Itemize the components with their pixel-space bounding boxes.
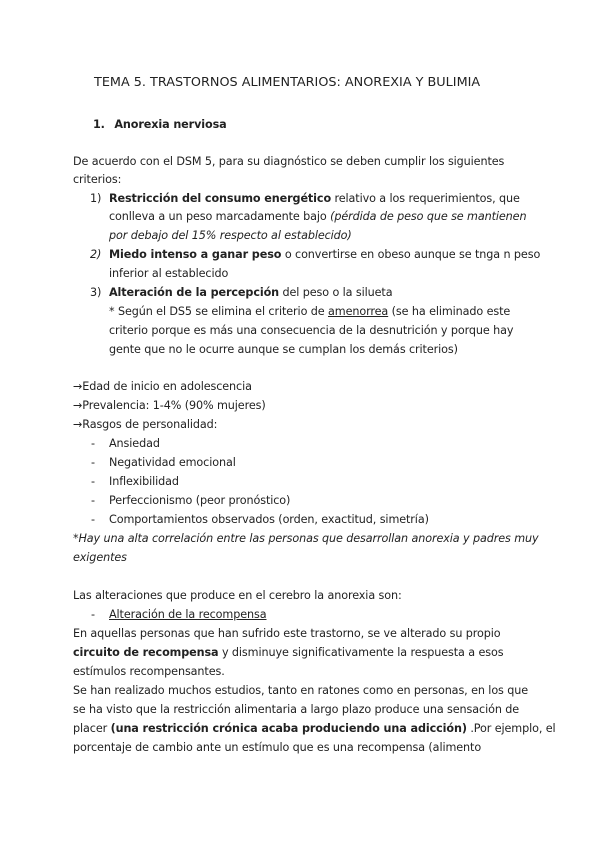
paragraph-text: y disminuye significativamente la respuesta a esos [218,646,504,659]
brain-intro: Las alteraciones que produce en el cerebro la anorexia son: [73,589,402,602]
trait-bullet: - [91,513,95,526]
trait-item: Negatividad emocional [109,456,236,469]
criterion-3-number: 3) [90,286,102,299]
trait-bullet: - [91,456,95,469]
criterion-1-line [109,208,526,227]
criterion-3-note-line: criterio porque es más una consecuencia de la desnutrición y porque hay [109,324,514,337]
brain-bullet: - [91,608,95,621]
paragraph-line [73,720,556,739]
criterion-1-italic: (pérdida de peso que se mantienen [330,210,527,223]
criterion-1 [109,190,520,209]
correlation-note [73,530,539,549]
brain-item [109,606,267,625]
paragraph-text: placer [73,722,111,735]
correlation-note [73,549,127,568]
criterion-1-italic: por debajo del 15% respecto al establecido) [109,229,352,242]
note-text: (se ha eliminado este [388,305,511,318]
fact-traits: →Rasgos de personalidad: [73,418,218,431]
note-text: * Según el DS5 se elimina el criterio de [109,305,329,318]
criterion-2 [109,246,540,265]
paragraph-text: .Por ejemplo, el [466,722,556,735]
section-title: Anorexia nerviosa [114,118,227,131]
criterion-2-line: inferior al establecido [109,267,229,280]
section-heading [93,116,227,135]
criterion-3-note [109,303,510,322]
criterion-3-text: del peso o la silueta [279,286,393,299]
intro-line: De acuerdo con el DSM 5, para su diagnóstico se deben cumplir los siguientes [73,155,505,168]
fact-onset: →Edad de inicio en adolescencia [73,380,252,393]
paragraph-line: estímulos recompensantes. [73,665,225,678]
criterion-3-bold: Alteración de la percepción [109,286,280,299]
note-underlined: amenorrea [328,305,389,318]
trait-bullet: - [91,494,95,507]
paragraph-line: se ha visto que la restricción alimentaria a largo plazo produce una sensación de [73,703,520,716]
paragraph-bold: (una restricción crónica acaba produciendo una adicción) [110,722,467,735]
section-number: 1. [93,118,105,131]
criterion-2-number [90,246,101,265]
criterion-1-number: 1) [90,192,102,205]
trait-item: Inflexibilidad [109,475,179,488]
trait-item: Ansiedad [109,437,160,450]
intro-line: criterios: [73,173,122,186]
trait-bullet: - [91,437,95,450]
page-title: TEMA 5. TRASTORNOS ALIMENTARIOS: ANOREXIA Y BULIMIA [94,75,481,90]
criterion-1-line [109,227,352,246]
criterion-3 [109,284,392,303]
paragraph-line: Se han realizado muchos estudios, tanto en ratones como en personas, en los que [73,684,529,697]
criterion-3-note-line: gente que no le ocurre aunque se cumplan los demás criterios) [109,343,458,356]
correlation-note-text: exigentes [73,551,127,564]
criterion-1-text: conlleva a un peso marcadamente bajo [109,210,331,223]
trait-bullet: - [91,475,95,488]
criterion-2-text: o convertirse en obeso aunque se tnga n peso [281,248,541,261]
paragraph-line: porcentaje de cambio ante un estímulo que es una recompensa (alimento [73,741,482,754]
criterion-2-number-text: 2) [90,248,102,261]
paragraph-bold: circuito de recompensa [73,646,219,659]
criterion-2-bold: Miedo intenso a ganar peso [109,248,282,261]
trait-item: Comportamientos observados (orden, exactitud, simetría) [109,513,429,526]
criterion-1-text: relativo a los requerimientos, que [331,192,520,205]
fact-prevalence: →Prevalencia: 1-4% (90% mujeres) [73,399,266,412]
brain-item-text: Alteración de la recompensa [109,608,267,621]
correlation-note-text: *Hay una alta correlación entre las personas que desarrollan anorexia y padres muy [73,532,539,545]
criterion-1-bold: Restricción del consumo energético [109,192,332,205]
trait-item: Perfeccionismo (peor pronóstico) [109,494,291,507]
paragraph-line: En aquellas personas que han sufrido este trastorno, se ve alterado su propio [73,627,501,640]
paragraph-line [73,644,503,663]
